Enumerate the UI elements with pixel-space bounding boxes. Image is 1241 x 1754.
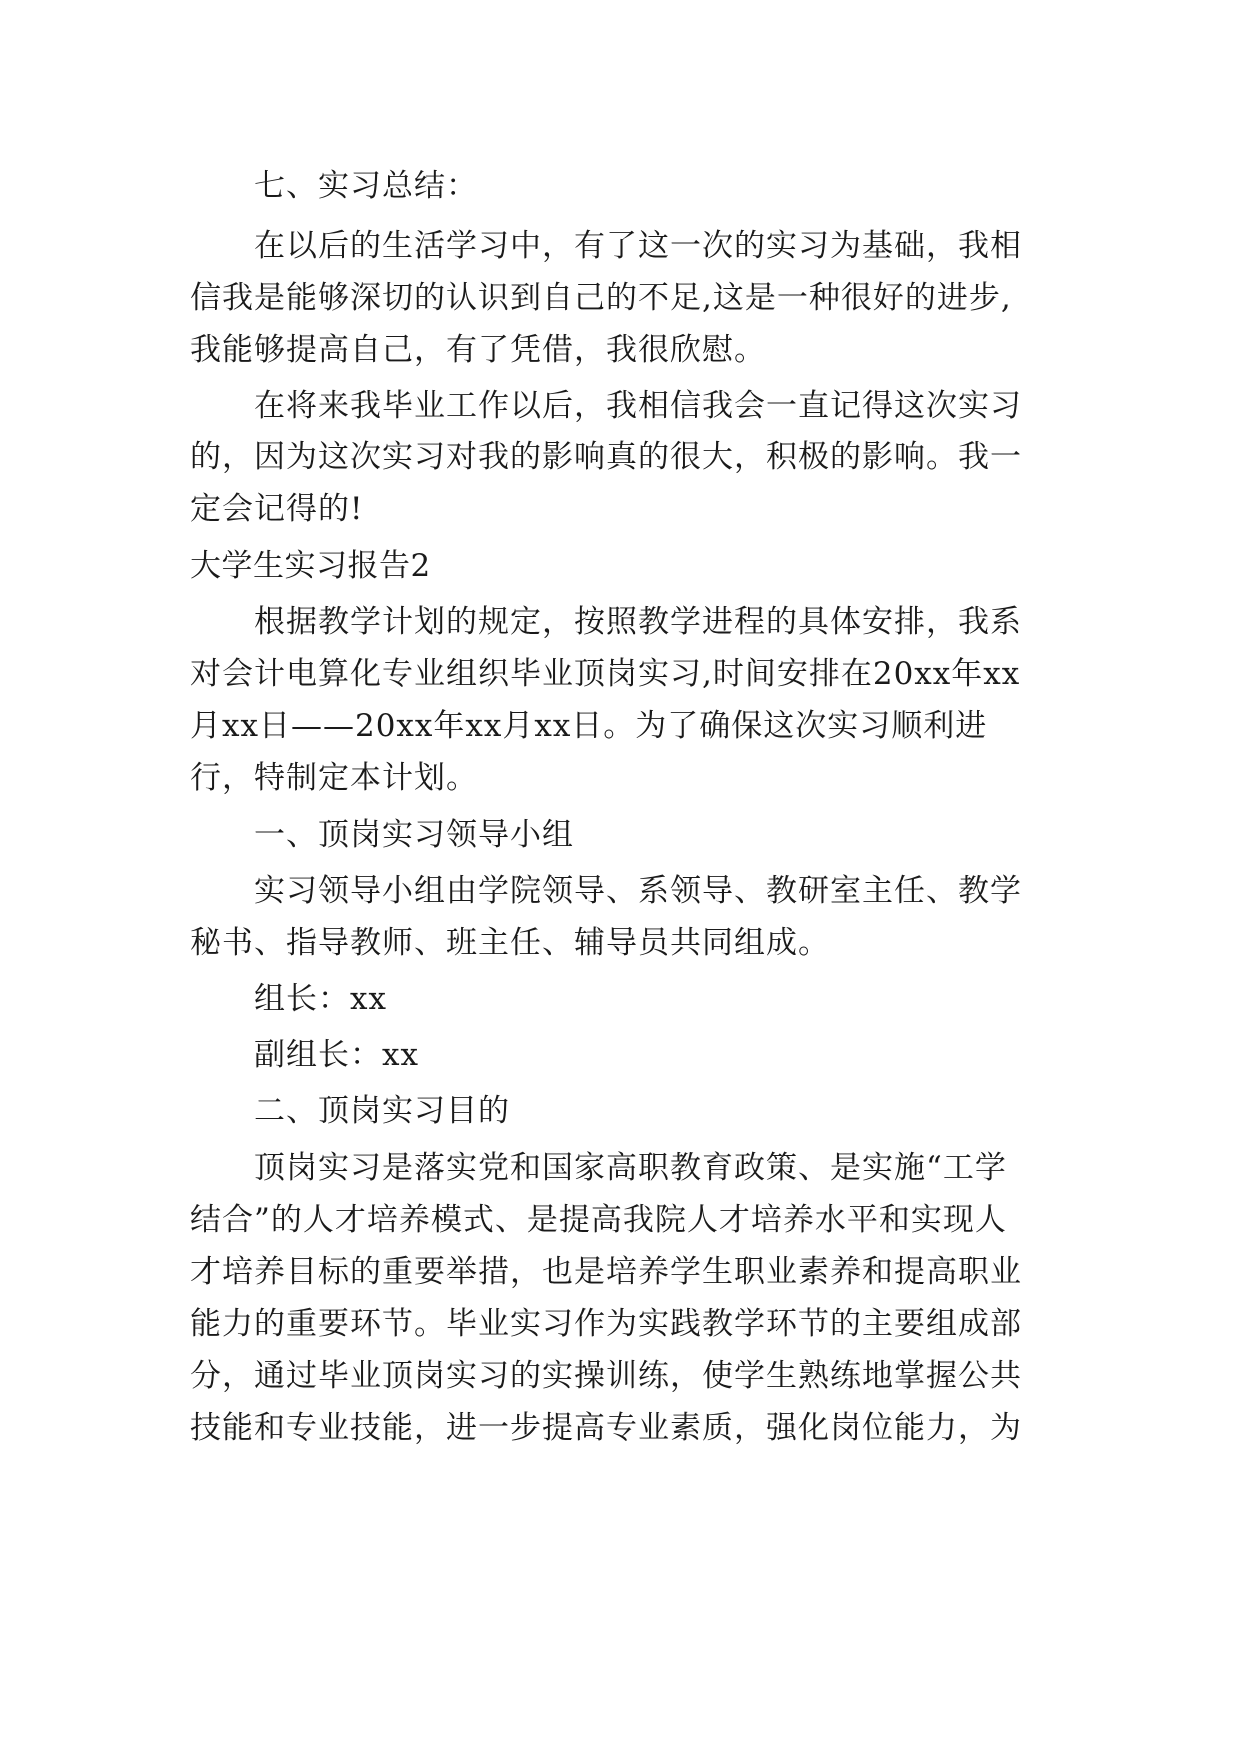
paragraph-line: 对会计电算化专业组织毕业顶岗实习,时间安排在20xx年xx xyxy=(190,656,1021,692)
paragraph-line: 的，因为这次实习对我的影响真的很大，积极的影响。我一 xyxy=(190,439,1022,475)
paragraph-line: 才培养目标的重要举措，也是培养学生职业素养和提高职业 xyxy=(190,1254,1022,1290)
paragraph-line: 定会记得的! xyxy=(190,491,364,527)
report-title: 大学生实习报告2 xyxy=(190,548,431,584)
paragraph-line: 在以后的生活学习中，有了这一次的实习为基础，我相 xyxy=(254,228,1022,264)
paragraph-line: 月xx日——20xx年xx月xx日。为了确保这次实习顺利进 xyxy=(190,708,988,744)
paragraph-line: 实习领导小组由学院领导、系领导、教研室主任、教学 xyxy=(254,873,1022,909)
section-heading-leadership: 一、顶岗实习领导小组 xyxy=(254,817,574,853)
group-leader-line: 组长：xx xyxy=(254,981,387,1017)
paragraph-line: 根据教学计划的规定，按照教学进程的具体安排，我系 xyxy=(254,604,1022,640)
paragraph-line: 秘书、指导教师、班主任、辅导员共同组成。 xyxy=(190,925,830,961)
paragraph-line: 我能够提高自己，有了凭借，我很欣慰。 xyxy=(190,332,766,368)
paragraph-line: 结合”的人才培养模式、是提高我院人才培养水平和实现人 xyxy=(190,1202,1007,1238)
paragraph-line: 分，通过毕业顶岗实习的实操训练，使学生熟练地掌握公共 xyxy=(190,1358,1022,1394)
paragraph-line: 顶岗实习是落实党和国家高职教育政策、是实施“工学 xyxy=(254,1150,1007,1186)
paragraph-line: 能力的重要环节。毕业实习作为实践教学环节的主要组成部 xyxy=(190,1306,1022,1342)
section-heading-summary: 七、实习总结： xyxy=(254,168,478,204)
paragraph-line: 行，特制定本计划。 xyxy=(190,760,478,796)
paragraph-line: 信我是能够深切的认识到自己的不足,这是一种很好的进步, xyxy=(190,280,1012,316)
section-heading-purpose: 二、顶岗实习目的 xyxy=(254,1093,510,1129)
paragraph-line: 在将来我毕业工作以后，我相信我会一直记得这次实习 xyxy=(254,388,1022,424)
deputy-leader-line: 副组长：xx xyxy=(254,1037,419,1073)
paragraph-line: 技能和专业技能，进一步提高专业素质，强化岗位能力，为 xyxy=(190,1410,1022,1446)
